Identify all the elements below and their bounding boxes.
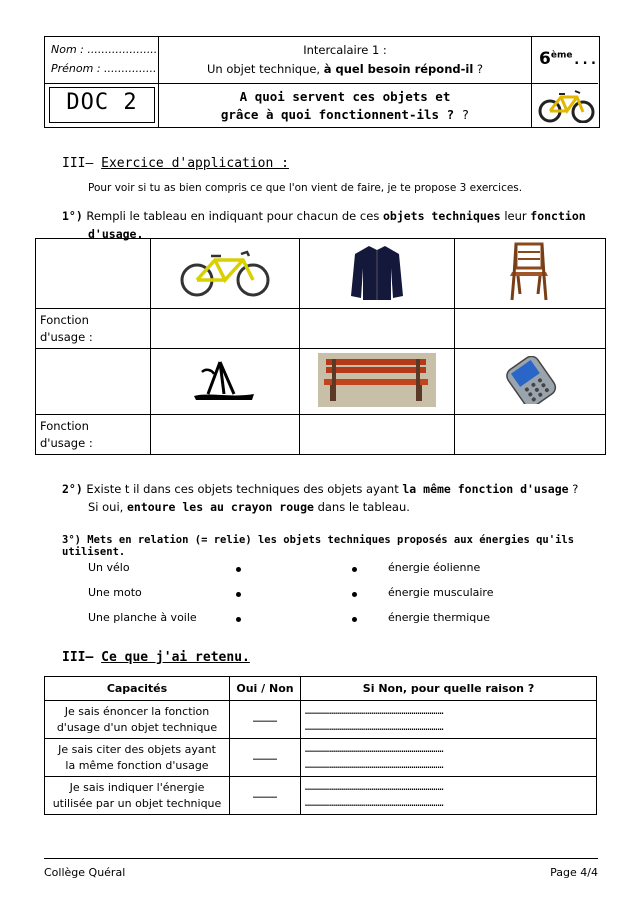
row-label: Fonction d'usage :	[36, 309, 151, 349]
doc-title-line1: A quoi servent ces objets et	[239, 89, 451, 104]
bicycle-icon	[177, 246, 273, 298]
link-dot[interactable]	[352, 592, 357, 597]
question-3: 3°) Mets en relation (= relie) les objets techniques proposés aux énergies qu'ils utilisent.	[62, 534, 575, 558]
chair-icon	[508, 242, 552, 302]
question-1-line2: d'usage.	[88, 227, 144, 241]
raison-cell[interactable]: …………………………………………………………… ……………………………………………………………	[301, 701, 597, 739]
header-box	[44, 36, 600, 128]
ouinon-cell[interactable]: …………	[230, 739, 301, 777]
object-item: Un vélo	[88, 561, 130, 574]
retenu-table	[44, 676, 597, 815]
link-dot[interactable]	[236, 617, 241, 622]
question-2-line2: Si oui, entoure les au crayon rouge dans le tableau.	[88, 500, 410, 514]
empty-cell	[36, 349, 151, 415]
question-1: 1°) Rempli le tableau en indiquant pour chacun de ces objets techniques leur fonction	[62, 209, 586, 223]
energy-item: énergie thermique	[388, 611, 491, 624]
table-row	[45, 701, 597, 739]
object-cell	[455, 239, 606, 309]
object-item: Une moto	[88, 586, 142, 599]
bicycle-icon	[537, 85, 595, 123]
capacite-cell: Je sais énoncer la fonction d'usage d'un objet technique	[45, 701, 230, 739]
class-level: 6ème...	[539, 49, 598, 69]
object-cell	[300, 349, 455, 415]
bench-icon	[318, 353, 436, 407]
object-cell	[455, 349, 606, 415]
answer-cell[interactable]	[300, 309, 455, 349]
footer-school: Collège Quéral	[44, 866, 126, 879]
jacket-icon	[347, 242, 407, 302]
link-dot[interactable]	[236, 567, 241, 572]
section-heading: III– Exercice d'application :	[62, 156, 289, 171]
answer-cell[interactable]	[455, 309, 606, 349]
energy-item: énergie musculaire	[388, 586, 494, 599]
raison-cell[interactable]: …………………………………………………………… ……………………………………………………………	[301, 777, 597, 815]
phone-icon	[498, 356, 562, 404]
answer-cell[interactable]	[151, 309, 300, 349]
link-dot[interactable]	[352, 567, 357, 572]
object-cell	[300, 239, 455, 309]
prenom-field[interactable]: Prénom : ...............	[51, 62, 157, 75]
link-dot[interactable]	[352, 617, 357, 622]
empty-cell	[36, 239, 151, 309]
col-header: Capacités	[45, 677, 230, 701]
col-header: Oui / Non	[230, 677, 301, 701]
doc-title-line2: grâce à quoi fonctionnent-ils ? ?	[220, 107, 470, 122]
nom-field[interactable]: Nom : ....................	[51, 43, 158, 56]
section-heading: III– Ce que j'ai retenu.	[62, 650, 250, 665]
object-cell	[151, 349, 300, 415]
divider	[45, 83, 598, 84]
divider	[531, 37, 532, 127]
ouinon-cell[interactable]: …………	[230, 777, 301, 815]
intercalaire-subtitle: Un objet technique, à quel besoin répond-il ?	[206, 62, 484, 76]
intercalaire: Intercalaire 1 :	[303, 43, 387, 57]
question-2: 2°) Existe t il dans ces objets techniques des objets ayant la même fonction d'usage ?	[62, 482, 579, 496]
footer-page: Page 4/4	[550, 866, 598, 879]
row-label: Fonction d'usage :	[36, 415, 151, 455]
col-header: Si Non, pour quelle raison ?	[301, 677, 597, 701]
raison-cell[interactable]: …………………………………………………………… ……………………………………………………………	[301, 739, 597, 777]
windsurf-icon	[190, 358, 260, 402]
capacite-cell: Je sais indiquer l'énergie utilisée par un objet technique	[45, 777, 230, 815]
energy-item: énergie éolienne	[388, 561, 481, 574]
table-row	[45, 777, 597, 815]
capacite-cell: Je sais citer des objets ayant la même fonction d'usage	[45, 739, 230, 777]
footer-rule	[44, 858, 598, 859]
answer-cell[interactable]	[455, 415, 606, 455]
objects-table	[35, 238, 606, 455]
object-item: Une planche à voile	[88, 611, 197, 624]
doc-label: DOC 2	[66, 90, 138, 115]
answer-cell[interactable]	[151, 415, 300, 455]
object-cell	[151, 239, 300, 309]
ouinon-cell[interactable]: …………	[230, 701, 301, 739]
section-intro: Pour voir si tu as bien compris ce que l'on vient de faire, je te propose 3 exercices.	[88, 182, 523, 194]
link-dot[interactable]	[236, 592, 241, 597]
table-row	[45, 739, 597, 777]
answer-cell[interactable]	[300, 415, 455, 455]
